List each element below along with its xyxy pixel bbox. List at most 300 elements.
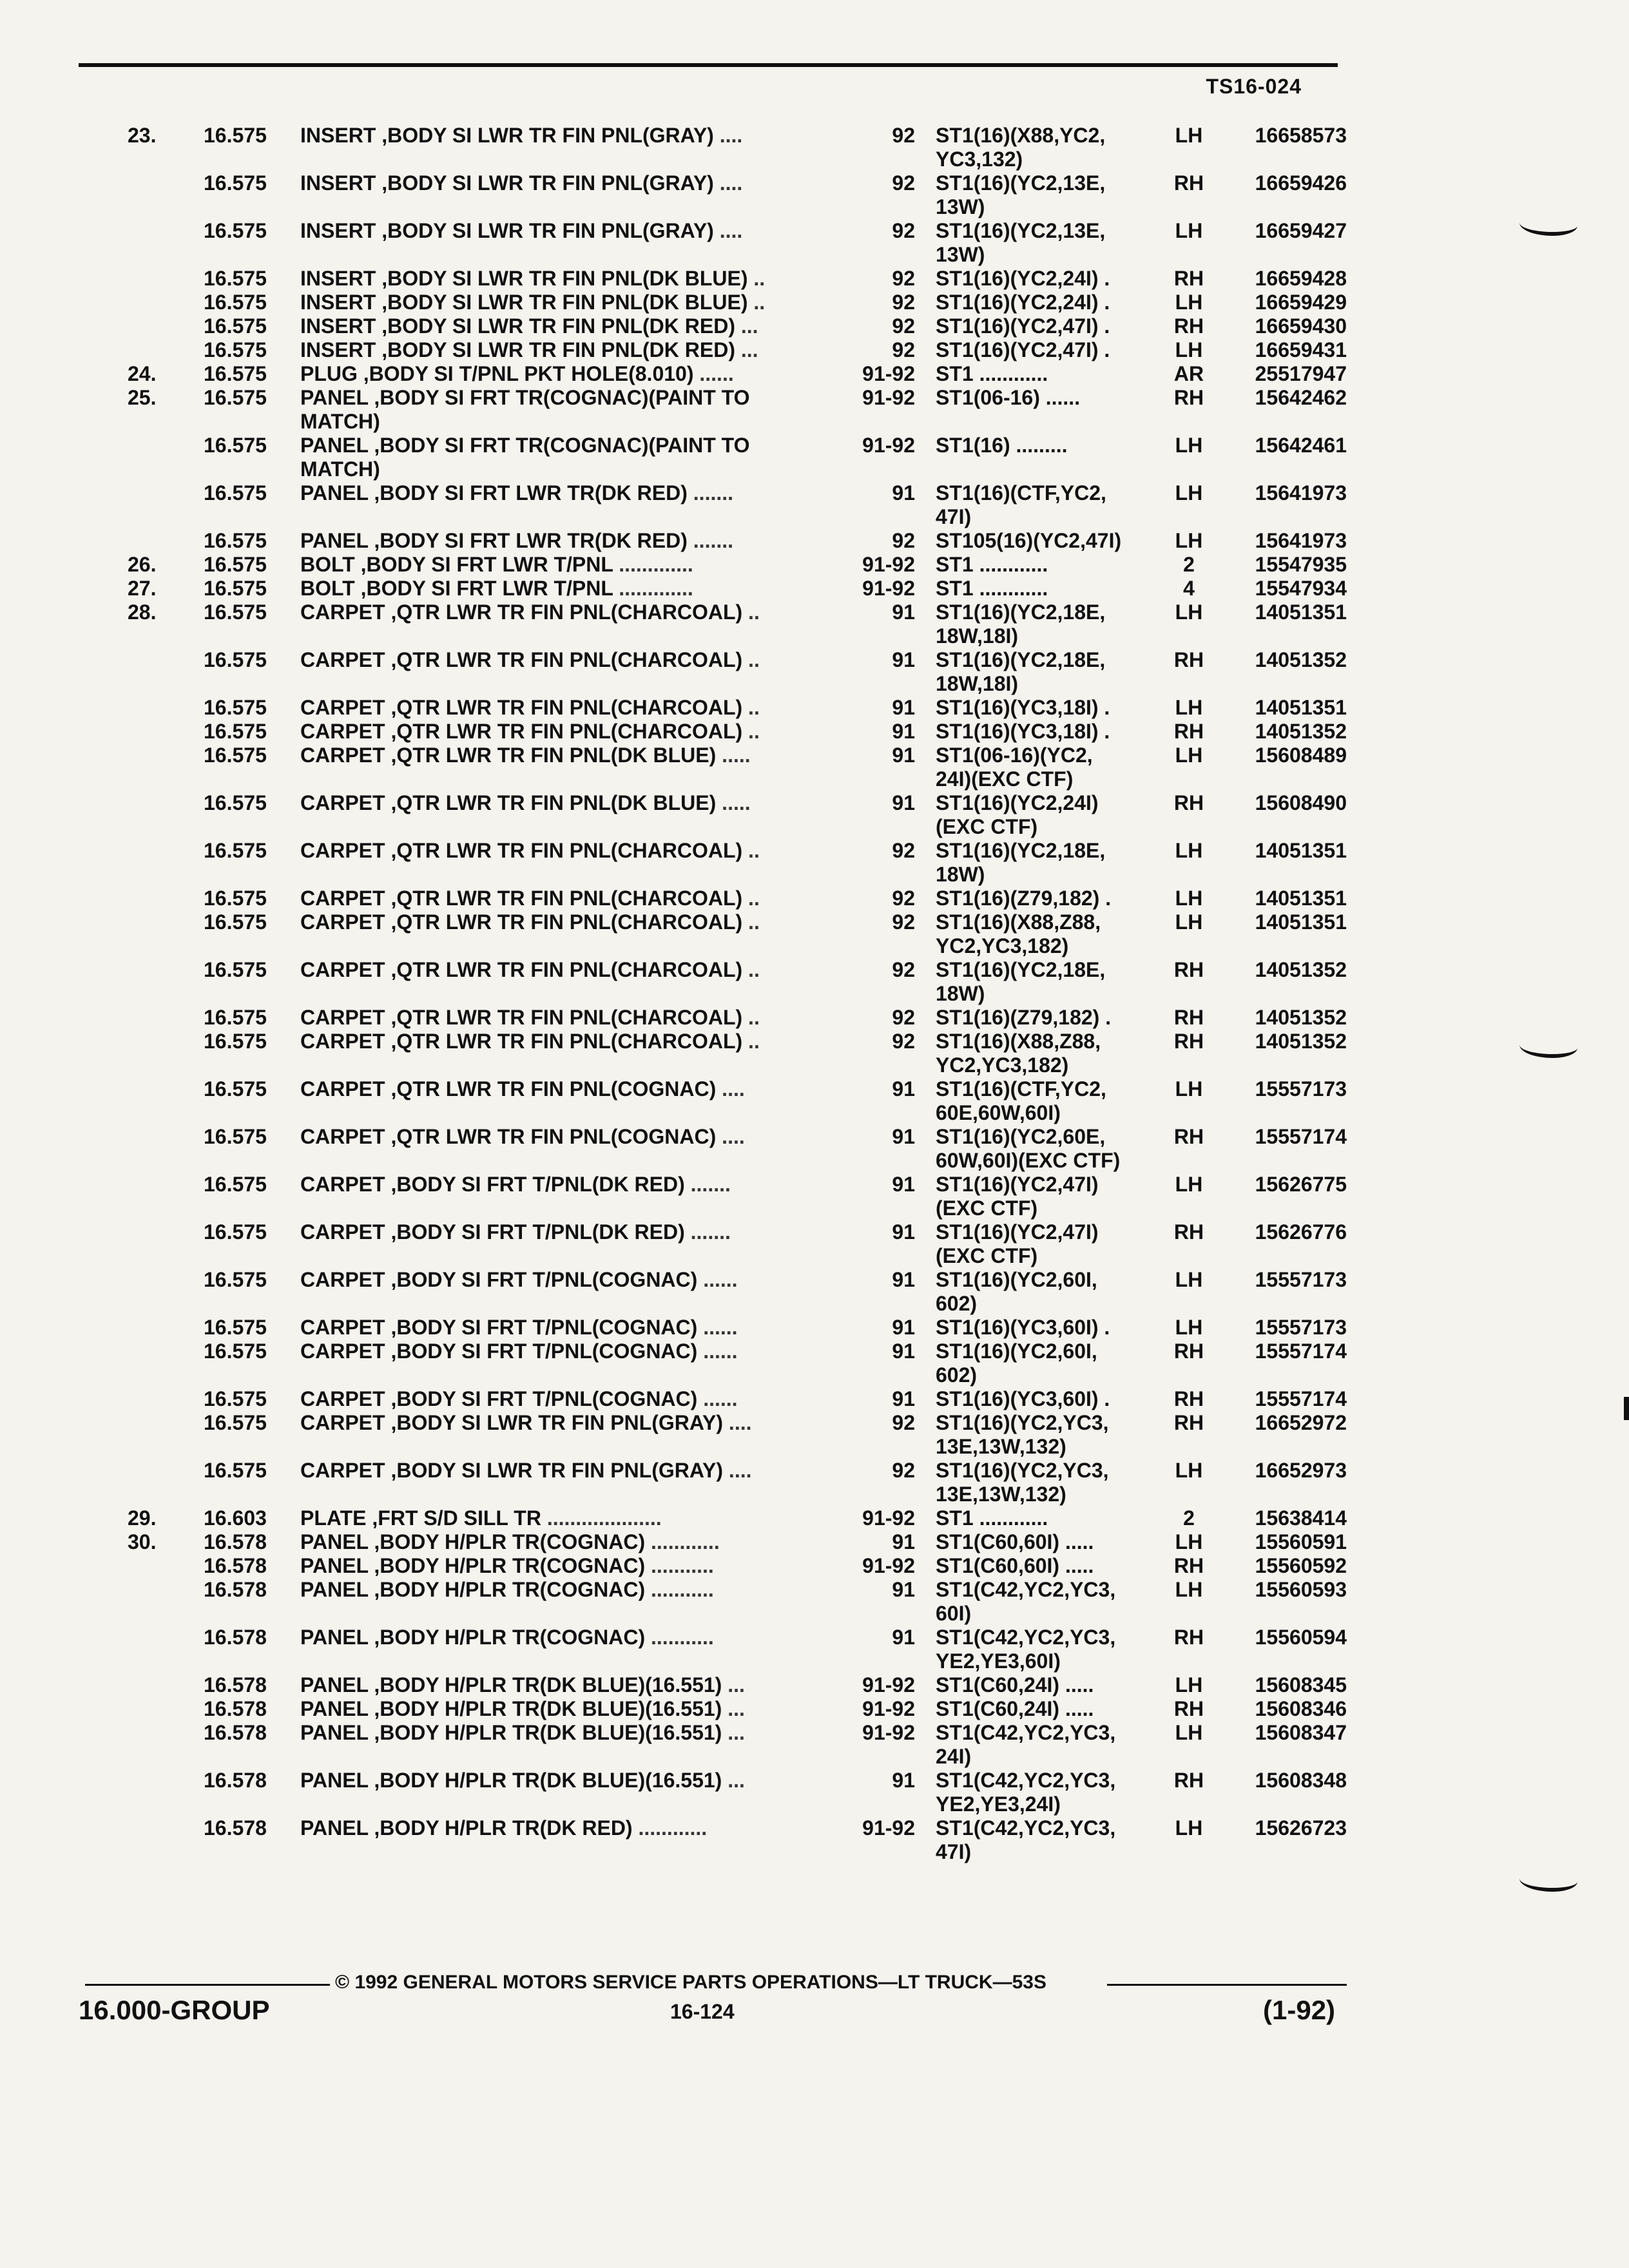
leader-dots: .. — [747, 267, 766, 290]
model-year: 92 — [892, 958, 915, 981]
part-name: INSERT — [300, 171, 376, 195]
part-number: 14051351 — [1255, 839, 1347, 862]
leader-dots: .................... — [541, 1506, 662, 1530]
table-row — [0, 1816, 1629, 1864]
part-description — [300, 696, 835, 720]
application: ST1(16) ......... — [936, 434, 1068, 457]
part-description — [300, 1506, 835, 1530]
leader-dots: ... — [722, 1673, 745, 1696]
table-row — [0, 839, 1629, 887]
leader-dots: ....... — [684, 1220, 731, 1244]
model-year: 91 — [892, 1626, 915, 1649]
side-or-qty: LH — [1175, 601, 1203, 624]
part-name: INSERT — [300, 124, 376, 147]
item-number: 28. — [128, 601, 157, 624]
part-name: CARPET — [300, 744, 385, 767]
table-row — [0, 1626, 1629, 1673]
application: ST1(C60,60I) ..... — [936, 1530, 1094, 1553]
model-year: 91 — [892, 1268, 915, 1291]
part-description — [300, 1340, 835, 1363]
model-year: 92 — [892, 1006, 915, 1029]
model-year: 91 — [892, 1340, 915, 1363]
application: ST1 ............ — [936, 1506, 1048, 1530]
model-year: 92 — [892, 910, 915, 934]
part-number: 14051352 — [1255, 720, 1347, 743]
application: ST1(16)(YC2,13E, 13W) — [936, 219, 1106, 266]
footer-rule-left — [85, 1984, 330, 1986]
part-name: CARPET — [300, 1077, 385, 1100]
table-row — [0, 434, 1629, 481]
application: ST1(C60,24I) ..... — [936, 1697, 1094, 1720]
group-number: 16.575 — [204, 1340, 267, 1363]
leader-dots: .. — [742, 1006, 760, 1029]
application: ST1 ............ — [936, 362, 1048, 385]
side-or-qty: AR — [1173, 362, 1204, 385]
leader-dots: .. — [742, 1030, 760, 1053]
part-number: 14051351 — [1255, 887, 1347, 910]
model-year: 91 — [892, 744, 915, 767]
group-number: 16.575 — [204, 314, 267, 338]
model-year: 91 — [892, 601, 915, 624]
model-year: 91 — [892, 481, 915, 505]
part-number: 16659426 — [1255, 171, 1347, 195]
part-detail: ,FRT S/D SILL TR — [366, 1506, 541, 1530]
leader-dots: .... — [723, 1459, 752, 1482]
application: ST1(16)(YC2,YC3, 13E,13W,132) — [936, 1459, 1109, 1506]
model-year: 91 — [892, 1769, 915, 1792]
application: ST1(16)(YC2,47I) . — [936, 314, 1110, 338]
model-year: 91-92 — [862, 1554, 915, 1577]
side-or-qty: LH — [1175, 291, 1203, 314]
part-name: CARPET — [300, 1411, 385, 1434]
top-rule — [79, 63, 1338, 67]
model-year: 91-92 — [862, 1506, 915, 1530]
application: ST1(16)(YC2,24I) (EXC CTF) — [936, 791, 1099, 838]
side-or-qty: RH — [1173, 1697, 1204, 1720]
part-number: 14051352 — [1255, 958, 1347, 981]
side-or-qty: RH — [1173, 1769, 1204, 1792]
part-number: 15608346 — [1255, 1697, 1347, 1720]
part-description — [300, 1697, 835, 1721]
part-description — [300, 553, 835, 577]
part-detail: ,QTR LWR TR FIN PNL(CHARCOAL) — [385, 958, 743, 981]
part-detail: ,BODY SI FRT LWR TR(DK RED) — [368, 529, 688, 552]
group-number: 16.575 — [204, 291, 267, 314]
part-description — [300, 314, 835, 338]
model-year: 91 — [892, 1316, 915, 1339]
model-year: 92 — [892, 171, 915, 195]
group-number: 16.575 — [204, 481, 267, 505]
model-year: 91 — [892, 720, 915, 743]
part-number: 15608348 — [1255, 1769, 1347, 1792]
part-number: 14051352 — [1255, 1030, 1347, 1053]
margin-bracket-icon — [1624, 1397, 1629, 1420]
table-row — [0, 1030, 1629, 1077]
model-year: 91 — [892, 1173, 915, 1196]
table-row — [0, 910, 1629, 958]
table-row — [0, 958, 1629, 1006]
part-detail: ,BODY H/PLR TR(DK RED) — [368, 1816, 633, 1840]
item-number: 24. — [128, 362, 157, 385]
model-year: 91 — [892, 1578, 915, 1601]
part-name: PANEL — [300, 1697, 369, 1720]
part-description — [300, 601, 835, 624]
part-detail: ,BODY SI LWR TR FIN PNL(DK BLUE) — [376, 291, 748, 314]
part-detail: ,BODY H/PLR TR(DK BLUE)(16.551) — [368, 1721, 722, 1744]
group-number: 16.575 — [204, 171, 267, 195]
part-description — [300, 124, 835, 148]
table-row — [0, 744, 1629, 791]
part-number: 16652972 — [1255, 1411, 1347, 1434]
group-number: 16.578 — [204, 1816, 267, 1840]
part-name: CARPET — [300, 791, 385, 814]
model-year: 91-92 — [862, 1673, 915, 1696]
leader-dots: ............. — [613, 553, 693, 576]
part-number: 15560594 — [1255, 1626, 1347, 1649]
model-year: 92 — [892, 219, 915, 242]
side-or-qty: RH — [1173, 1030, 1204, 1053]
part-name: INSERT — [300, 291, 376, 314]
application: ST1(16)(Z79,182) . — [936, 1006, 1112, 1029]
part-detail: ,BODY H/PLR TR(COGNAC) — [368, 1554, 646, 1577]
table-row — [0, 481, 1629, 529]
application: ST1(06-16)(YC2, 24I)(EXC CTF) — [936, 744, 1093, 791]
application: ST1(16)(YC2,24I) . — [936, 291, 1110, 314]
part-detail: ,QTR LWR TR FIN PNL(CHARCOAL) — [385, 720, 743, 743]
part-name: CARPET — [300, 648, 385, 671]
part-detail: ,BODY SI FRT LWR T/PNL — [354, 577, 613, 600]
application: ST1(16)(YC2,60E, 60W,60I)(EXC CTF) — [936, 1125, 1121, 1172]
part-name: CARPET — [300, 887, 385, 910]
application: ST1(16)(YC2,18E, 18W,18I) — [936, 648, 1106, 695]
part-name: PANEL — [300, 1721, 369, 1744]
group-number: 16.575 — [204, 720, 267, 743]
application: ST1(C60,24I) ..... — [936, 1673, 1094, 1696]
side-or-qty: LH — [1175, 744, 1203, 767]
side-or-qty: LH — [1175, 910, 1203, 934]
model-year: 91 — [892, 791, 915, 814]
part-detail: ,BODY SI FRT LWR TR(DK RED) — [368, 481, 688, 505]
table-row — [0, 171, 1629, 219]
leader-dots: .. — [742, 720, 760, 743]
leader-dots: ............ — [632, 1816, 708, 1840]
part-description — [300, 1077, 835, 1101]
part-detail: ,BODY SI LWR TR FIN PNL(GRAY) — [385, 1459, 724, 1482]
application: ST1(16)(CTF,YC2, 60E,60W,60I) — [936, 1077, 1106, 1124]
table-row — [0, 1721, 1629, 1769]
table-row — [0, 219, 1629, 267]
part-name: PLUG — [300, 362, 358, 385]
leader-dots: .. — [742, 910, 760, 934]
leader-dots: ............. — [613, 577, 693, 600]
group-number: 16.575 — [204, 744, 267, 767]
table-row — [0, 553, 1629, 577]
application: ST1(06-16) ...... — [936, 386, 1081, 409]
copyright-line: © 1992 GENERAL MOTORS SERVICE PARTS OPERATIONS—LT TRUCK—53S — [335, 1972, 1046, 1993]
leader-dots: .. — [742, 839, 760, 862]
part-description — [300, 1816, 835, 1840]
part-name: CARPET — [300, 1316, 385, 1339]
part-number: 14051351 — [1255, 910, 1347, 934]
model-year: 91-92 — [862, 1816, 915, 1840]
leader-dots: ........... — [645, 1554, 714, 1577]
leader-dots: ...... — [697, 1268, 738, 1291]
group-number: 16.575 — [204, 791, 267, 814]
leader-dots: .... — [716, 1077, 745, 1100]
model-year: 91 — [892, 696, 915, 719]
table-row — [0, 529, 1629, 553]
model-year: 92 — [892, 314, 915, 338]
leader-dots: ..... — [716, 791, 751, 814]
part-number: 15560593 — [1255, 1578, 1347, 1601]
leader-dots: .... — [713, 171, 743, 195]
part-description — [300, 267, 835, 291]
leader-dots: ....... — [684, 1173, 731, 1196]
leader-dots: ....... — [687, 529, 734, 552]
part-detail: ,QTR LWR TR FIN PNL(CHARCOAL) — [385, 887, 743, 910]
leader-dots: ... — [722, 1721, 745, 1744]
group-number: 16.575 — [204, 338, 267, 361]
parts-list — [0, 124, 1629, 1864]
item-number: 25. — [128, 386, 157, 409]
application: ST1(16)(YC2,18E, 18W,18I) — [936, 601, 1106, 648]
part-name: CARPET — [300, 720, 385, 743]
item-number: 30. — [128, 1530, 157, 1553]
part-description — [300, 744, 835, 767]
part-description — [300, 1268, 835, 1292]
part-number: 15557173 — [1255, 1268, 1347, 1291]
group-number: 16.578 — [204, 1697, 267, 1720]
part-number: 15638414 — [1255, 1506, 1347, 1530]
group-label: 16.000-GROUP — [79, 1995, 270, 2025]
leader-dots: ........... — [645, 1578, 714, 1601]
application: ST1(C42,YC2,YC3, 47I) — [936, 1816, 1116, 1863]
item-number: 26. — [128, 553, 157, 576]
table-row — [0, 1578, 1629, 1626]
model-year: 91 — [892, 1077, 915, 1100]
model-year: 91-92 — [862, 577, 915, 600]
side-or-qty: RH — [1173, 386, 1204, 409]
group-number: 16.575 — [204, 267, 267, 290]
part-number: 15547934 — [1255, 577, 1347, 600]
group-number: 16.578 — [204, 1530, 267, 1553]
side-or-qty: LH — [1175, 1173, 1203, 1196]
part-number: 14051352 — [1255, 1006, 1347, 1029]
application: ST1(16)(YC2,47I) (EXC CTF) — [936, 1173, 1099, 1220]
part-number: 15641973 — [1255, 481, 1347, 505]
group-number: 16.578 — [204, 1769, 267, 1792]
part-number: 15608489 — [1255, 744, 1347, 767]
part-number: 15560591 — [1255, 1530, 1347, 1553]
table-row — [0, 291, 1629, 314]
side-or-qty: LH — [1175, 1077, 1203, 1100]
part-number: 15560592 — [1255, 1554, 1347, 1577]
table-row — [0, 601, 1629, 648]
part-name: PANEL — [300, 386, 369, 409]
leader-dots: .. — [742, 601, 760, 624]
leader-dots: ... — [722, 1697, 745, 1720]
table-row — [0, 1125, 1629, 1173]
page-number: 16-124 — [670, 2000, 735, 2023]
model-year: 91 — [892, 1530, 915, 1553]
item-number: 29. — [128, 1506, 157, 1530]
application: ST1(16)(X88,Z88, YC2,YC3,182) — [936, 910, 1101, 957]
item-number: 27. — [128, 577, 157, 600]
application: ST1(16)(YC2,47I) . — [936, 338, 1110, 361]
application: ST1(16)(YC3,60I) . — [936, 1316, 1110, 1339]
part-number: 15608345 — [1255, 1673, 1347, 1696]
group-number: 16.575 — [204, 1459, 267, 1482]
leader-dots: .... — [723, 1411, 752, 1434]
table-row — [0, 1220, 1629, 1268]
part-detail: ,BODY H/PLR TR(DK BLUE)(16.551) — [368, 1673, 722, 1696]
part-detail: ,BODY SI FRT T/PNL(DK RED) — [385, 1173, 685, 1196]
part-name: CARPET — [300, 1387, 385, 1410]
part-detail: ,BODY SI FRT TR(COGNAC)(PAINT TO MATCH) — [300, 386, 750, 433]
group-number: 16.578 — [204, 1721, 267, 1744]
group-number: 16.575 — [204, 601, 267, 624]
part-description — [300, 291, 835, 314]
leader-dots: .. — [742, 648, 760, 671]
table-row — [0, 1077, 1629, 1125]
part-detail: ,BODY H/PLR TR(COGNAC) — [368, 1530, 646, 1553]
part-description — [300, 1554, 835, 1578]
part-detail: ,BODY SI FRT T/PNL(COGNAC) — [385, 1268, 698, 1291]
part-number: 16659429 — [1255, 291, 1347, 314]
part-name: INSERT — [300, 219, 376, 242]
part-detail: ,QTR LWR TR FIN PNL(CHARCOAL) — [385, 696, 743, 719]
side-or-qty: LH — [1175, 1673, 1203, 1696]
group-number: 16.575 — [204, 1173, 267, 1196]
part-description — [300, 1006, 835, 1030]
model-year: 92 — [892, 1030, 915, 1053]
side-or-qty: LH — [1175, 529, 1203, 552]
side-or-qty: RH — [1173, 720, 1204, 743]
group-number: 16.575 — [204, 362, 267, 385]
model-year: 91-92 — [862, 1697, 915, 1720]
group-number: 16.575 — [204, 219, 267, 242]
part-detail: ,QTR LWR TR FIN PNL(COGNAC) — [385, 1077, 717, 1100]
part-description — [300, 1530, 835, 1554]
application: ST1(C42,YC2,YC3, 24I) — [936, 1721, 1116, 1768]
part-detail: ,BODY SI LWR TR FIN PNL(GRAY) — [376, 171, 714, 195]
model-year: 92 — [892, 1411, 915, 1434]
model-year: 91-92 — [862, 362, 915, 385]
part-name: CARPET — [300, 1173, 385, 1196]
side-or-qty: RH — [1173, 1387, 1204, 1410]
part-description — [300, 219, 835, 243]
group-number: 16.575 — [204, 1077, 267, 1100]
leader-dots: ........... — [645, 1626, 714, 1649]
side-or-qty: RH — [1173, 314, 1204, 338]
part-name: CARPET — [300, 1220, 385, 1244]
part-description — [300, 1030, 835, 1053]
part-description — [300, 171, 835, 195]
part-number: 15557174 — [1255, 1340, 1347, 1363]
model-year: 91 — [892, 1220, 915, 1244]
group-number: 16.575 — [204, 434, 267, 457]
table-row — [0, 577, 1629, 601]
application: ST1(16)(CTF,YC2, 47I) — [936, 481, 1106, 528]
side-or-qty: RH — [1173, 648, 1204, 671]
table-row — [0, 1268, 1629, 1316]
application: ST1(C42,YC2,YC3, YE2,YE3,60I) — [936, 1626, 1116, 1673]
group-number: 16.575 — [204, 648, 267, 671]
part-description — [300, 577, 835, 601]
model-year: 92 — [892, 887, 915, 910]
part-description — [300, 791, 835, 815]
part-description — [300, 1387, 835, 1411]
group-number: 16.575 — [204, 1411, 267, 1434]
part-description — [300, 1411, 835, 1435]
side-or-qty: LH — [1175, 696, 1203, 719]
part-name: CARPET — [300, 1340, 385, 1363]
leader-dots: .... — [713, 219, 743, 242]
group-number: 16.575 — [204, 839, 267, 862]
part-number: 15557173 — [1255, 1077, 1347, 1100]
part-detail: ,BODY SI FRT T/PNL(COGNAC) — [385, 1387, 698, 1410]
part-number: 25517947 — [1255, 362, 1347, 385]
side-or-qty: RH — [1173, 267, 1204, 290]
leader-dots: .. — [747, 291, 766, 314]
part-number: 15626776 — [1255, 1220, 1347, 1244]
side-or-qty: RH — [1173, 958, 1204, 981]
group-number: 16.575 — [204, 529, 267, 552]
table-row — [0, 1459, 1629, 1506]
side-or-qty: LH — [1175, 839, 1203, 862]
side-or-qty: RH — [1173, 1220, 1204, 1244]
table-row — [0, 1673, 1629, 1697]
part-number: 16659430 — [1255, 314, 1347, 338]
application: ST105(16)(YC2,47I) — [936, 529, 1122, 552]
part-number: 15557173 — [1255, 1316, 1347, 1339]
part-number: 16659428 — [1255, 267, 1347, 290]
part-name: PANEL — [300, 529, 369, 552]
part-detail: ,QTR LWR TR FIN PNL(CHARCOAL) — [385, 648, 743, 671]
table-row — [0, 314, 1629, 338]
side-or-qty: 2 — [1183, 1506, 1195, 1530]
part-number: 15641973 — [1255, 529, 1347, 552]
side-or-qty: RH — [1173, 1340, 1204, 1363]
part-name: BOLT — [300, 553, 355, 576]
application: ST1 ............ — [936, 577, 1048, 600]
part-number: 14051352 — [1255, 648, 1347, 671]
application: ST1(C60,60I) ..... — [936, 1554, 1094, 1577]
part-detail: ,QTR LWR TR FIN PNL(DK BLUE) — [385, 744, 717, 767]
part-description — [300, 1721, 835, 1745]
part-name: CARPET — [300, 839, 385, 862]
application: ST1(16)(YC2,YC3, 13E,13W,132) — [936, 1411, 1109, 1458]
table-row — [0, 648, 1629, 696]
group-number: 16.575 — [204, 887, 267, 910]
group-number: 16.575 — [204, 1030, 267, 1053]
table-row — [0, 1006, 1629, 1030]
part-name: PANEL — [300, 1578, 369, 1601]
part-number: 15626775 — [1255, 1173, 1347, 1196]
part-name: INSERT — [300, 314, 376, 338]
part-number: 16652973 — [1255, 1459, 1347, 1482]
part-description — [300, 529, 835, 553]
part-detail: ,QTR LWR TR FIN PNL(COGNAC) — [385, 1125, 717, 1148]
part-detail: ,BODY SI FRT LWR T/PNL — [354, 553, 613, 576]
part-detail: ,BODY SI FRT T/PNL(COGNAC) — [385, 1340, 698, 1363]
group-number: 16.575 — [204, 386, 267, 409]
side-or-qty: RH — [1173, 1411, 1204, 1434]
group-number: 16.575 — [204, 1268, 267, 1291]
part-detail: ,QTR LWR TR FIN PNL(CHARCOAL) — [385, 601, 743, 624]
part-name: CARPET — [300, 1459, 385, 1482]
table-row — [0, 1316, 1629, 1340]
